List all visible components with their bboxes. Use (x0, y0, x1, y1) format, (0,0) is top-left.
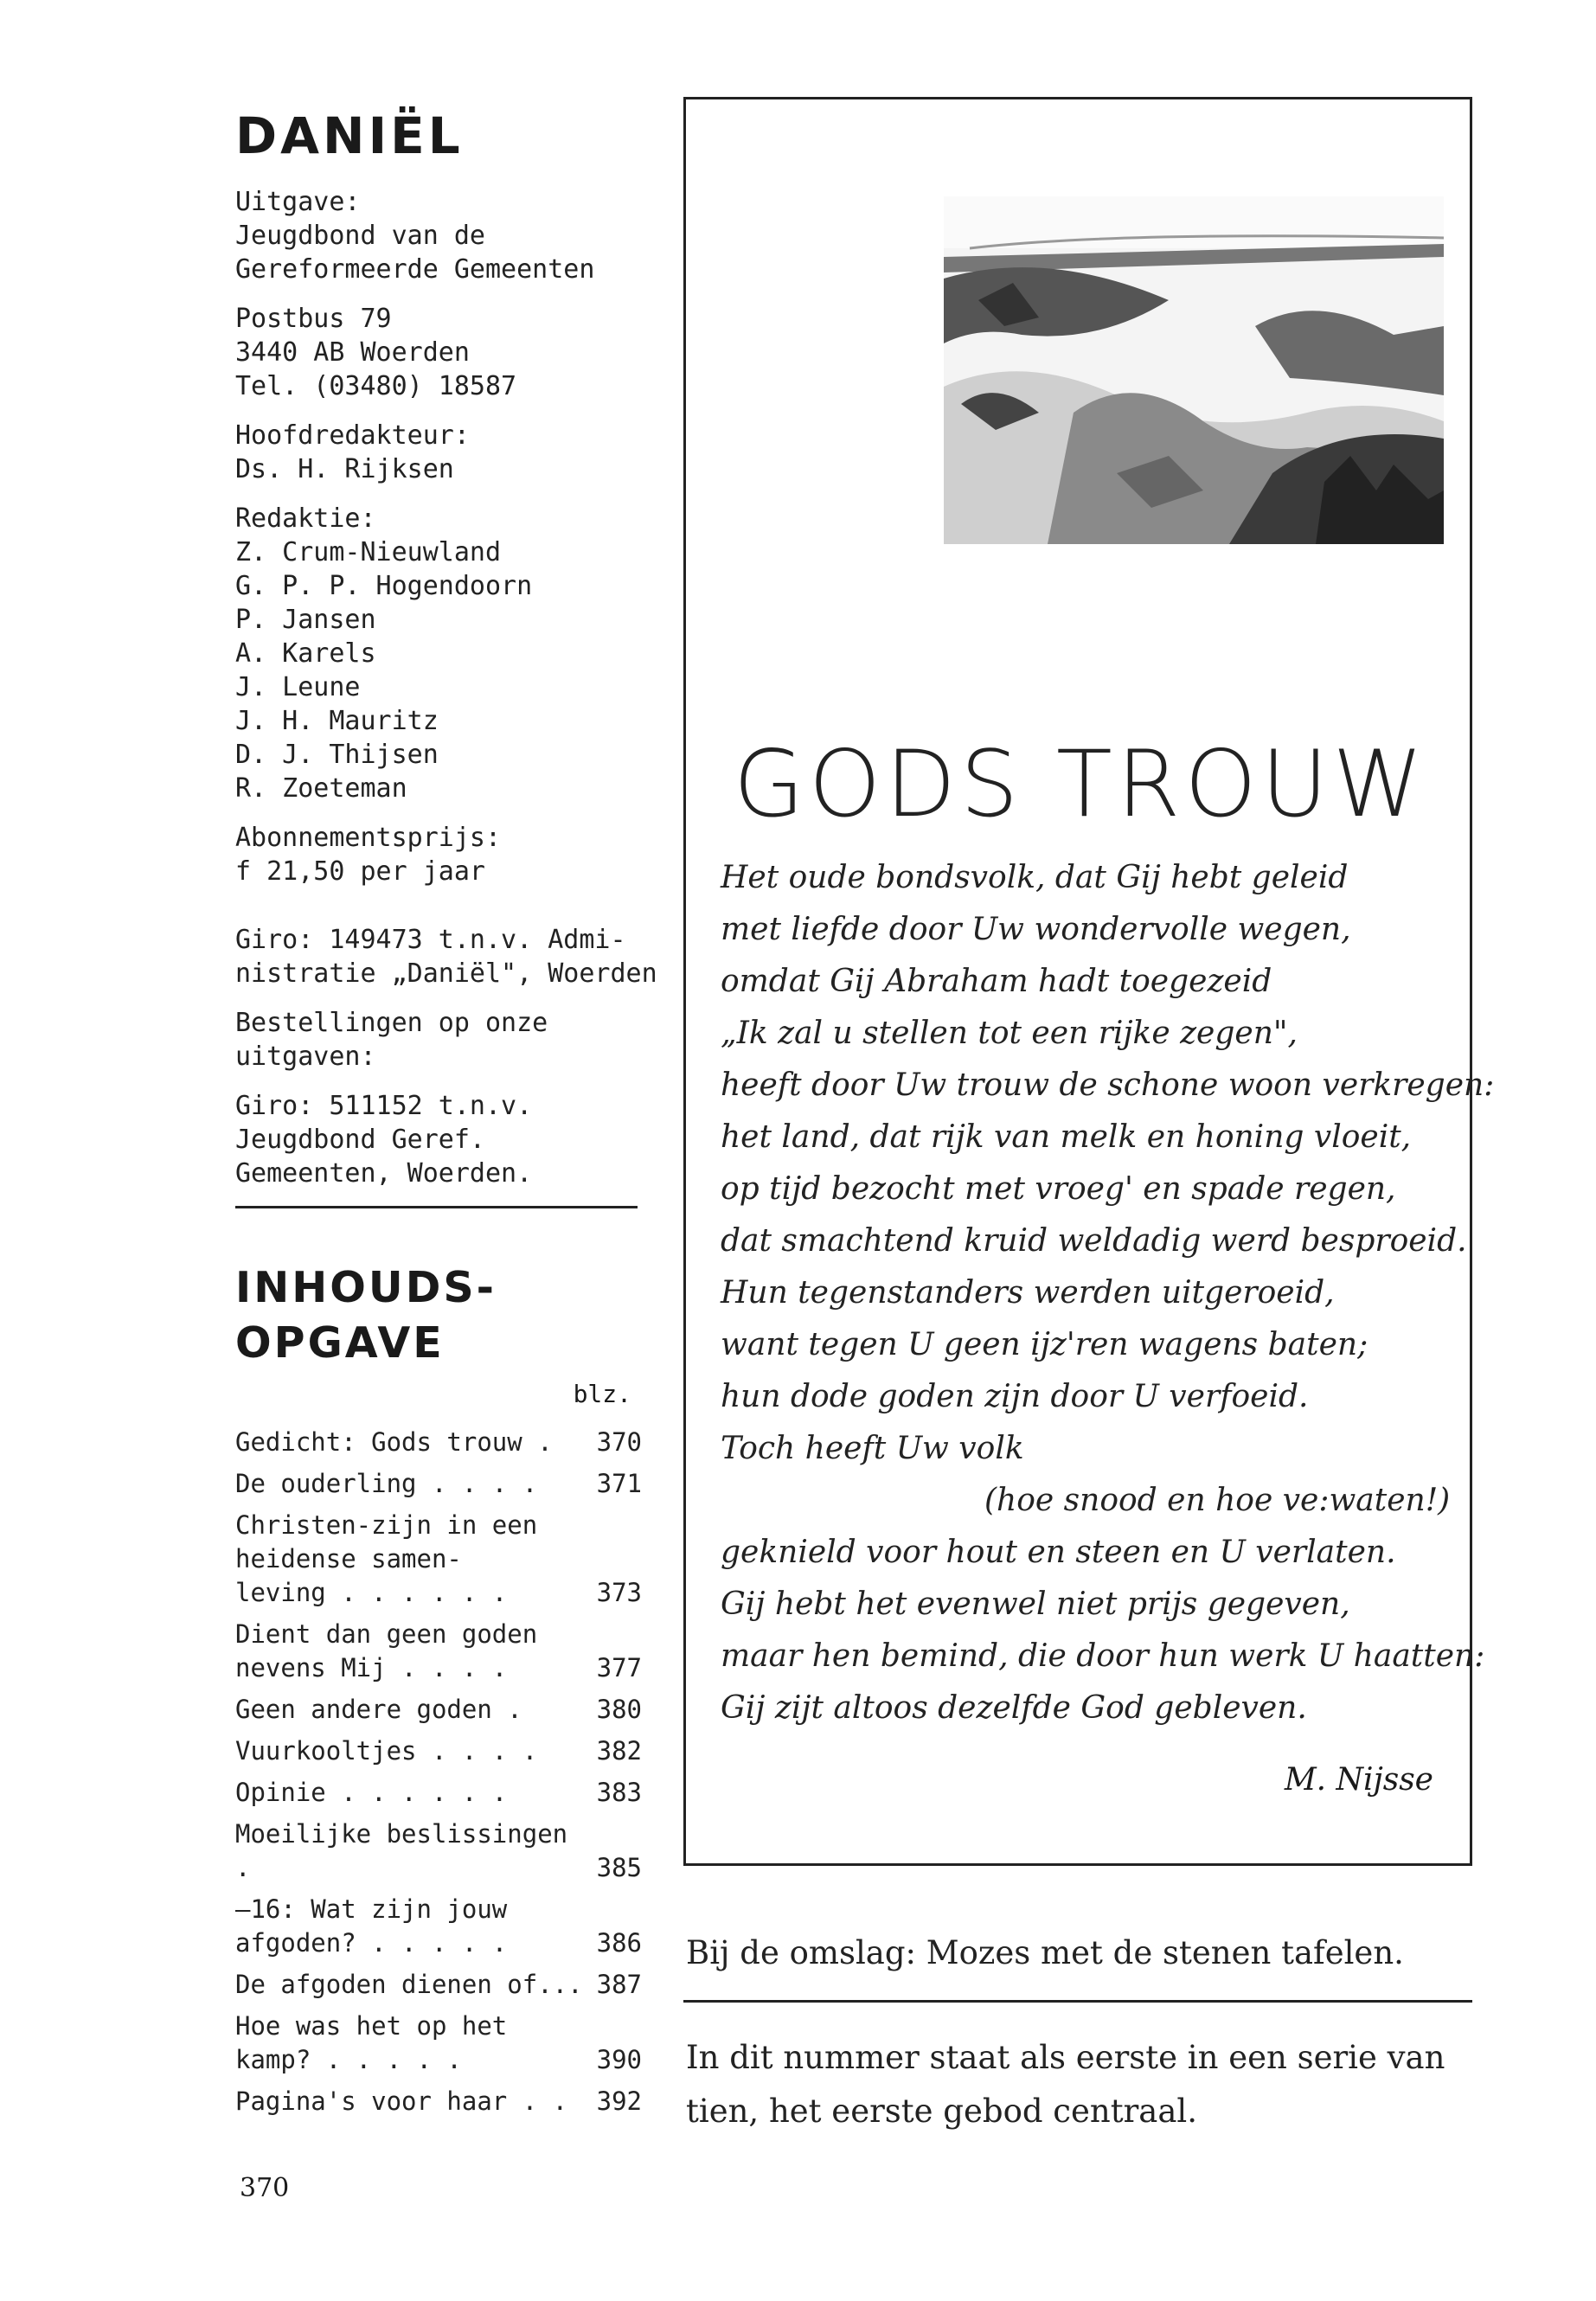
info-line: Ds. H. Rijksen (235, 454, 454, 484)
toc-entry (235, 1467, 642, 1501)
toc-entry-title: Christen-zijn in een heidense samen- leving . . . . . . (235, 1510, 538, 1607)
poem-line: (hoe snood en hoe ve:waten!) (984, 1483, 1451, 1518)
info-line: uitgaven: (235, 1042, 376, 1072)
publisher-block (235, 185, 642, 286)
toc-entry (235, 1817, 642, 1885)
toc-entry-page: 373 (596, 1578, 642, 1607)
poem-line: Gij zijt altoos dezelfde God gebleven. (721, 1690, 1307, 1726)
colophon (235, 185, 657, 1190)
info-line: nistratie „Daniël", Woerden (235, 958, 657, 989)
info-line: Abonnementsprijs: (235, 823, 502, 853)
toc-entry-title: Moeilijke beslissingen . (235, 1819, 568, 1882)
toc-entry (235, 1968, 642, 2002)
toc-entry-page: 371 (596, 1469, 642, 1498)
toc-entry-title: —16: Wat zijn jouw afgoden? . . . . . (235, 1894, 508, 1958)
toc-entry-page: 392 (596, 2086, 642, 2116)
toc-entry (235, 1893, 642, 1960)
dune-landscape-illustration (944, 196, 1444, 544)
info-line: A. Karels (235, 638, 376, 669)
toc-entry (235, 1509, 642, 1610)
toc-entry-title: Vuurkooltjes . . . . (235, 1736, 538, 1766)
info-line: D. J. Thijsen (235, 740, 439, 770)
toc-entry (235, 2085, 642, 2118)
toc-entry (235, 1426, 642, 1459)
info-line: Bestellingen op onze (235, 1008, 548, 1038)
editorial-board-block (235, 502, 642, 805)
toc-entry-title: Dient dan geen goden nevens Mij . . . . (235, 1619, 538, 1682)
left-column (235, 106, 657, 2126)
divider (235, 1206, 638, 1208)
info-line: Hoofdredakteur: (235, 420, 470, 451)
toc-entry-page: 370 (596, 1427, 642, 1457)
poem-frame (683, 97, 1495, 1866)
info-line: Gereformeerde Gemeenten (235, 254, 595, 285)
poem-line: dat smachtend kruid weldadig werd besproeid. (721, 1223, 1467, 1259)
page-column-label: blz. (573, 1380, 631, 1408)
poem-line: Hun tegenstanders werden uitgeroeid, (721, 1275, 1335, 1311)
toc-entry-page: 386 (596, 1928, 642, 1958)
cover-caption: Bij de omslag: Mozes met de stenen tafelen. (686, 1934, 1404, 1971)
info-line: Uitgave: (235, 187, 361, 217)
toc-entry-title: Pagina's voor haar . . (235, 2086, 568, 2116)
info-line: Giro: 149473 t.n.v. Admi- (235, 925, 626, 955)
toc-entry-page: 390 (596, 2045, 642, 2074)
info-line: Tel. (03480) 18587 (235, 371, 517, 401)
subscription-block (235, 821, 642, 888)
info-line: J. Leune (235, 672, 361, 702)
toc-title: INHOUDS- OPGAVE (235, 1263, 497, 1368)
info-line: Gemeenten, Woerden. (235, 1158, 533, 1189)
issue-note: In dit nummer staat als eerste in een serie van tien, het eerste gebod centraal. (686, 2039, 1445, 2130)
poem-body (721, 852, 1495, 1734)
toc-entry-page: 383 (596, 1778, 642, 1807)
editor-in-chief-block (235, 419, 642, 486)
toc-entry-title: Geen andere goden . (235, 1695, 522, 1724)
poem-line: omdat Gij Abraham hadt toegezeid (721, 964, 1272, 999)
poem-line: heeft door Uw trouw de schone woon verkregen: (721, 1067, 1495, 1103)
toc-entry (235, 2009, 642, 2077)
toc-entry-title: Hoe was het op het kamp? . . . . . (235, 2011, 508, 2074)
poem-line: want tegen U geen ijz'ren wagens baten; (721, 1327, 1368, 1362)
toc-entry-title: De ouderling . . . . (235, 1469, 538, 1498)
info-line: J. H. Mauritz (235, 706, 439, 736)
poem-line: maar hen bemind, die door hun werk U haatten: (721, 1638, 1485, 1674)
orders-block (235, 1006, 642, 1074)
toc-entry-title: De afgoden dienen of... (235, 1970, 583, 1999)
toc-entry-page: 387 (596, 1970, 642, 1999)
giro-administration-block (235, 923, 657, 990)
poem-line: geknield voor hout en steen en U verlaten. (721, 1535, 1396, 1570)
info-line: Giro: 511152 t.n.v. (235, 1091, 533, 1121)
toc-entry (235, 1693, 642, 1727)
toc-entry-page: 380 (596, 1695, 642, 1724)
toc-entry (235, 1618, 642, 1685)
poem-title: GODS TROUW (733, 731, 1428, 837)
poem-author: M. Nijsse (1284, 1762, 1433, 1798)
info-line: R. Zoeteman (235, 773, 407, 804)
toc-entry-page: 377 (596, 1653, 642, 1682)
toc-entry-page: 385 (596, 1853, 642, 1882)
info-line: Redaktie: (235, 503, 376, 534)
toc-entry-title: Gedicht: Gods trouw . (235, 1427, 553, 1457)
info-line: Postbus 79 (235, 304, 392, 334)
poem-line: hun dode goden zijn door U verfoeid. (721, 1379, 1309, 1414)
divider (683, 2000, 1472, 2003)
masthead: DANIËL (235, 106, 464, 165)
giro-orders-block (235, 1089, 642, 1190)
info-line: 3440 AB Woerden (235, 337, 470, 368)
address-block (235, 302, 642, 403)
info-line: Jeugdbond van de (235, 221, 485, 251)
info-line: f 21,50 per jaar (235, 856, 485, 887)
info-line: Z. Crum-Nieuwland (235, 537, 502, 567)
poem-line: Gij hebt het evenwel niet prijs gegeven, (721, 1586, 1350, 1622)
poem-line: Toch heeft Uw volk (721, 1431, 1024, 1466)
page-number: 370 (240, 2173, 290, 2203)
toc-entry (235, 1776, 642, 1810)
poem-line: met liefde door Uw wondervolle wegen, (721, 912, 1351, 947)
toc-entry (235, 1734, 642, 1768)
info-line: P. Jansen (235, 605, 376, 635)
toc-entry-page: 382 (596, 1736, 642, 1766)
table-of-contents (235, 1426, 642, 2118)
poem-line: op tijd bezocht met vroeg' en spade regen, (721, 1171, 1396, 1207)
poem-line: Het oude bondsvolk, dat Gij hebt geleid (721, 860, 1349, 895)
poem-line: „Ik zal u stellen tot een rijke zegen", (721, 1016, 1298, 1051)
poem-line: het land, dat rijk van melk en honing vloeit, (721, 1119, 1412, 1155)
info-line: G. P. P. Hogendoorn (235, 571, 533, 601)
toc-entry-title: Opinie . . . . . . (235, 1778, 508, 1807)
info-line: Jeugdbond Geref. (235, 1125, 485, 1155)
